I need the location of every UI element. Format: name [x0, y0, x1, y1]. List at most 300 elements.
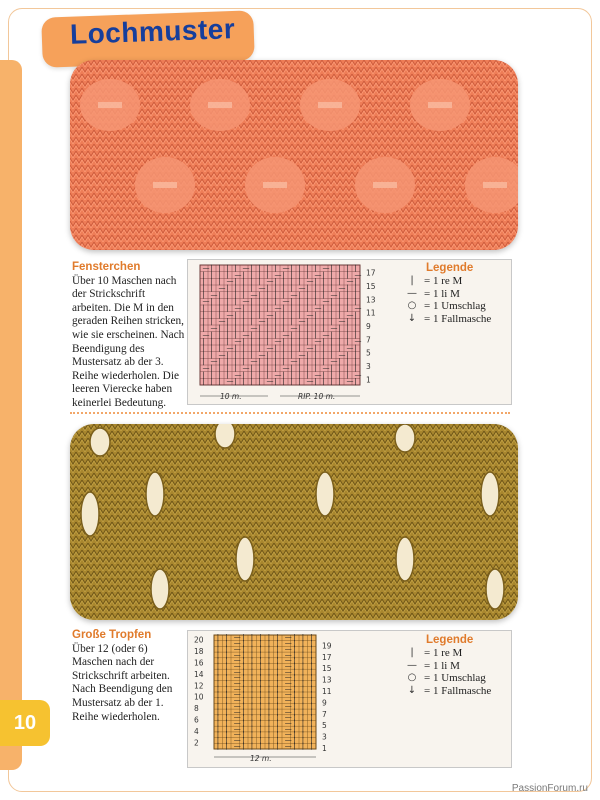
stitch-mark: | [242, 707, 245, 716]
stitch-mark: — [266, 277, 274, 286]
stitch-mark: | [301, 730, 305, 739]
stitch-mark: | [234, 310, 237, 319]
stitch-mark: | [330, 277, 333, 286]
stitch-mark: | [282, 337, 285, 346]
stitch-mark: | [346, 350, 349, 359]
stitch-mark: | [322, 344, 325, 353]
stitch-mark: | [225, 639, 228, 648]
stitch-mark: | [293, 656, 296, 665]
stitch-mark: | [290, 370, 293, 379]
stitch-mark: | [282, 290, 285, 299]
stitch-mark: — [282, 297, 290, 306]
stitch-mark: | [225, 650, 228, 659]
swatch-photo-fensterchen [70, 60, 518, 250]
stitch-mark: | [259, 730, 262, 739]
stitch-mark: | [266, 270, 269, 279]
pattern-heading: Fensterchen [72, 261, 141, 273]
stitch-mark: | [242, 304, 245, 313]
legend-row: | = 1 re M [400, 275, 491, 288]
stitch-mark: | [258, 277, 261, 286]
stitch-mark: | [258, 357, 261, 366]
stitch-mark: | [290, 337, 293, 346]
stitch-mark: | [234, 344, 237, 353]
stitch-mark: | [310, 702, 313, 711]
stitch-mark: | [250, 633, 254, 642]
stitch-mark: | [250, 317, 253, 326]
stitch-mark: — [218, 317, 226, 326]
stitch-mark: | [298, 324, 301, 333]
stitch-mark: — [284, 673, 292, 682]
stitch-mark: — [322, 297, 330, 306]
stitch-mark: — [282, 330, 290, 339]
stitch-mark: — [233, 730, 241, 739]
stitch-mark: | [218, 357, 221, 366]
stitch-mark: | [314, 317, 317, 326]
stitch-mark: — [354, 337, 362, 346]
stitch-mark: | [276, 650, 279, 659]
stitch-mark: | [354, 344, 357, 353]
stitch-mark: | [306, 350, 309, 359]
stitch-mark: | [226, 350, 229, 359]
row-label: 11 [366, 308, 376, 318]
stitch-mark: | [250, 736, 254, 745]
fensterchen-text [72, 261, 187, 411]
stitch-mark: | [210, 364, 213, 373]
stitch-mark: | [234, 277, 237, 286]
stitch-mark: | [234, 317, 237, 326]
stitch-mark: | [250, 719, 254, 728]
stitch-mark: | [354, 310, 357, 319]
stitch-mark: | [310, 667, 313, 676]
stitch-mark: | [216, 656, 220, 665]
stitch-mark: | [250, 656, 254, 665]
stitch-mark: | [310, 696, 313, 705]
stitch-mark: — [284, 702, 292, 711]
stitch-mark: — [233, 633, 241, 642]
stitch-mark: | [216, 690, 220, 699]
stitch-mark: — [233, 707, 241, 716]
stitch-mark: | [218, 310, 221, 319]
stitch-mark: | [259, 639, 262, 648]
stitch-mark: — [233, 645, 241, 654]
stitch-mark: | [346, 330, 349, 339]
stitch-mark: | [298, 344, 301, 353]
stitch-mark: | [202, 284, 205, 293]
stitch-mark: | [218, 377, 221, 386]
stitch-mark: — [284, 679, 292, 688]
stitch-mark: | [282, 344, 285, 353]
stitch-mark: | [225, 707, 228, 716]
stitch-mark: | [267, 685, 271, 693]
stitch-mark: | [266, 357, 269, 366]
stitch-mark: | [216, 650, 220, 659]
stitch-mark: | [293, 724, 296, 733]
stitch-mark: | [258, 364, 261, 373]
row-label: 8 [194, 704, 199, 714]
stitch-mark: | [242, 317, 245, 326]
stitch-mark: | [276, 639, 279, 648]
stitch-mark: | [250, 330, 253, 339]
stitch-mark: | [276, 685, 279, 693]
stitch-mark: | [216, 633, 220, 642]
stitch-mark: | [242, 645, 245, 654]
stitch-mark: | [210, 264, 213, 273]
stitch-mark: | [216, 730, 220, 739]
stitch-mark: — [234, 270, 242, 279]
stitch-mark: | [346, 337, 349, 346]
stitch-mark: | [338, 337, 341, 346]
stitch-mark: | [276, 707, 279, 716]
stitch-mark: | [242, 337, 245, 346]
stitch-mark: | [330, 330, 333, 339]
stitch-mark: | [282, 317, 285, 326]
stitch-mark: | [293, 662, 296, 671]
stitch-mark: | [259, 696, 262, 705]
stitch-mark: — [233, 690, 241, 699]
stitch-mark: | [354, 324, 357, 333]
stitch-mark: | [242, 344, 245, 353]
stitch-mark: | [346, 324, 349, 333]
stitch-mark: | [267, 707, 271, 716]
stitch-mark: | [306, 264, 309, 273]
stitch-mark: | [216, 696, 220, 705]
chart-footer: 12 m. [250, 754, 272, 763]
stitch-mark: | [354, 290, 357, 299]
stitch-mark: — [233, 650, 241, 659]
stitch-mark: | [310, 736, 313, 745]
stitch-mark: | [266, 317, 269, 326]
stitch-mark: | [282, 277, 285, 286]
purl-stitch-icon: — [407, 287, 417, 299]
stitch-mark: | [290, 330, 293, 339]
page-number: 10 [0, 700, 50, 746]
stitch-mark: | [259, 633, 262, 642]
stitch-mark: — [330, 290, 338, 299]
stitch-mark: | [210, 377, 213, 386]
stitch-mark: | [266, 364, 269, 373]
stitch-mark: — [233, 662, 241, 671]
stitch-mark: — [274, 337, 282, 346]
stitch-mark: | [282, 270, 285, 279]
stitch-mark: | [282, 304, 285, 313]
row-label: 5 [322, 721, 327, 731]
purl-stitch-icon: — [407, 659, 417, 671]
stitch-mark: | [314, 264, 317, 273]
row-label: 19 [322, 641, 332, 651]
stitch-mark: | [225, 730, 228, 739]
stitch-mark: — [284, 656, 292, 665]
stitch-mark: | [298, 364, 301, 373]
stitch-mark: | [306, 284, 309, 293]
stitch-mark: | [266, 290, 269, 299]
stitch-mark: | [293, 707, 296, 716]
stitch-mark: — [314, 337, 322, 346]
stitch-mark: | [338, 330, 341, 339]
stitch-mark: | [242, 284, 245, 293]
stitch-mark: | [259, 724, 262, 733]
stitch-mark: | [250, 639, 254, 648]
row-label: 7 [366, 335, 371, 345]
stitch-mark: | [338, 324, 341, 333]
stitch-mark: | [330, 317, 333, 326]
stitch-mark: — [354, 304, 362, 313]
stitch-mark: | [266, 370, 269, 379]
stitch-mark: | [301, 719, 305, 728]
stitch-mark: | [218, 270, 221, 279]
stitch-mark: | [259, 690, 262, 699]
stitch-mark: — [210, 357, 218, 366]
stitch-mark: | [306, 357, 309, 366]
stitch-mark: — [346, 310, 354, 319]
legend-fensterchen [400, 262, 491, 325]
stitch-mark: | [226, 357, 229, 366]
left-color-bar [0, 60, 22, 770]
stitch-mark: | [267, 742, 271, 750]
stitch-mark: | [225, 656, 228, 665]
stitch-mark: | [282, 377, 285, 386]
stitch-mark: | [250, 679, 254, 688]
stitch-mark: | [242, 650, 245, 659]
stitch-mark: | [276, 742, 279, 750]
stitch-mark: | [266, 337, 269, 346]
stitch-mark: — [242, 364, 250, 373]
stitch-mark: | [226, 304, 229, 313]
row-label: 13 [322, 675, 332, 685]
stitch-mark: | [267, 633, 271, 642]
stitch-mark: | [301, 724, 305, 733]
stitch-mark: | [310, 650, 313, 659]
stitch-mark: | [310, 662, 313, 671]
stitch-mark: | [301, 679, 305, 688]
stitch-mark: | [282, 370, 285, 379]
stitch-mark: — [202, 364, 210, 373]
knit-stitch-icon: | [410, 647, 414, 658]
stitch-mark: | [276, 667, 279, 676]
yarn-over-icon: ○ [407, 300, 417, 312]
stitch-mark: | [290, 344, 293, 353]
stitch-mark: | [250, 730, 254, 739]
stitch-mark: | [276, 662, 279, 671]
stitch-mark: | [274, 350, 277, 359]
stitch-mark: | [267, 662, 271, 671]
stitch-mark: | [258, 337, 261, 346]
stitch-mark: — [284, 633, 292, 642]
stitch-mark: — [210, 290, 218, 299]
stitch-mark: | [267, 639, 271, 648]
stitch-mark: | [290, 297, 293, 306]
stitch-mark: | [250, 724, 254, 733]
stitch-mark: | [267, 673, 271, 682]
stitch-mark: | [226, 290, 229, 299]
stitch-mark: | [322, 370, 325, 379]
stitch-mark: | [242, 713, 245, 722]
stitch-mark: — [233, 673, 241, 682]
stitch-mark: | [225, 667, 228, 676]
stitch-mark: | [346, 357, 349, 366]
stitch-mark: | [242, 310, 245, 319]
stitch-mark: — [314, 304, 322, 313]
stitch-mark: | [218, 277, 221, 286]
stitch-mark: — [314, 370, 322, 379]
stitch-mark: | [267, 679, 271, 688]
stitch-mark: — [284, 719, 292, 728]
section-divider [70, 412, 510, 414]
stitch-mark: | [202, 324, 205, 333]
stitch-mark: | [293, 673, 296, 682]
stitch-mark: — [226, 310, 234, 319]
stitch-mark: | [225, 724, 228, 733]
stitch-mark: — [284, 662, 292, 671]
stitch-mark: | [242, 370, 245, 379]
stitch-mark: | [202, 290, 205, 299]
stitch-mark: — [284, 730, 292, 739]
stitch-mark: | [266, 297, 269, 306]
stitch-mark: — [218, 284, 226, 293]
row-label: 7 [322, 709, 327, 719]
stitch-mark: | [210, 350, 213, 359]
stitch-mark: | [306, 337, 309, 346]
stitch-mark: | [250, 310, 253, 319]
stitch-mark: | [242, 702, 245, 711]
stitch-mark: | [298, 357, 301, 366]
stitch-mark: — [298, 317, 306, 326]
stitch-mark: | [346, 317, 349, 326]
stitch-mark: | [216, 662, 220, 671]
stitch-mark: | [293, 639, 296, 648]
stitch-mark: | [234, 324, 237, 333]
pattern-description: Über 10 Maschen nach der Strickschrift arbeiten. Die M in den geraden Reihen stricken, wie sie erscheinen. Nach Beendigung des Mustersatz ab der 3. Reihe wiederholen. Die leeren Vierecke haben keinerlei Bedeutung. [72, 274, 185, 409]
grosse-tropfen-text [72, 629, 187, 724]
stitch-mark: | [250, 377, 253, 386]
stitch-mark: | [301, 656, 305, 665]
stitch-mark: | [314, 284, 317, 293]
page-title: Lochmuster [69, 13, 236, 50]
stitch-mark: | [276, 702, 279, 711]
stitch-mark: — [322, 330, 330, 339]
stitch-mark: | [266, 324, 269, 333]
stitch-mark: | [293, 650, 296, 659]
stitch-mark: | [338, 270, 341, 279]
stitch-mark: | [259, 645, 262, 654]
stitch-mark: — [233, 742, 241, 750]
stitch-mark: | [218, 370, 221, 379]
stitch-mark: | [250, 667, 254, 676]
stitch-mark: | [216, 719, 220, 728]
stitch-mark: | [210, 277, 213, 286]
stitch-mark: | [250, 270, 253, 279]
stitch-mark: | [250, 350, 253, 359]
stitch-mark: — [354, 370, 362, 379]
stitch-mark: | [259, 736, 262, 745]
stitch-mark: | [234, 357, 237, 366]
stitch-mark: | [242, 696, 245, 705]
stitch-mark: | [322, 357, 325, 366]
stitch-mark: | [290, 284, 293, 293]
row-label: 4 [194, 726, 199, 736]
stitch-mark: | [298, 377, 301, 386]
stitch-mark: — [233, 713, 241, 722]
stitch-mark: | [226, 270, 229, 279]
row-label: 17 [366, 268, 376, 278]
stitch-mark: | [242, 724, 245, 733]
stitch-mark: | [225, 645, 228, 654]
stitch-mark: | [293, 696, 296, 705]
stitch-mark: | [293, 685, 296, 693]
stitch-mark: | [301, 696, 305, 705]
stitch-mark: | [322, 310, 325, 319]
stitch-mark: | [216, 685, 220, 693]
stitch-mark: | [225, 736, 228, 745]
stitch-mark: | [258, 377, 261, 386]
stitch-mark: | [259, 650, 262, 659]
stitch-mark: — [330, 357, 338, 366]
stitch-mark: | [250, 742, 254, 750]
row-label: 10 [194, 692, 204, 702]
row-label: 15 [322, 664, 332, 674]
stitch-mark: | [301, 650, 305, 659]
legend-heading: Legende [426, 634, 474, 646]
legend-row: ○ = 1 Umschlag [400, 300, 491, 313]
stitch-mark: — [284, 645, 292, 654]
stitch-mark: | [274, 317, 277, 326]
stitch-mark: | [242, 357, 245, 366]
stitch-mark: | [290, 310, 293, 319]
stitch-mark: — [226, 344, 234, 353]
stitch-mark: | [338, 297, 341, 306]
stitch-mark: | [242, 662, 245, 671]
stitch-mark: | [293, 690, 296, 699]
row-label: 20 [194, 635, 204, 645]
stitch-mark: | [314, 344, 317, 353]
stitch-mark: — [233, 702, 241, 711]
stitch-mark: — [202, 330, 210, 339]
stitch-mark: | [282, 310, 285, 319]
stitch-mark: | [354, 264, 357, 273]
stitch-mark: | [293, 713, 296, 722]
row-label: 16 [194, 658, 204, 668]
stitch-mark: | [225, 742, 228, 750]
stitch-mark: | [322, 270, 325, 279]
stitch-mark: | [225, 673, 228, 682]
stitch-mark: — [284, 724, 292, 733]
stitch-mark: — [346, 377, 354, 386]
stitch-mark: — [250, 290, 258, 299]
stitch-mark: | [298, 290, 301, 299]
stitch-mark: | [242, 277, 245, 286]
row-label: 18 [194, 647, 204, 657]
stitch-mark: | [310, 707, 313, 716]
stitch-mark: | [226, 364, 229, 373]
stitch-mark: — [258, 350, 266, 359]
stitch-mark: — [298, 284, 306, 293]
stitch-mark: — [330, 324, 338, 333]
stitch-mark: | [216, 679, 220, 688]
stitch-mark: | [322, 350, 325, 359]
stitch-mark: | [266, 284, 269, 293]
stitch-mark: | [293, 667, 296, 676]
stitch-mark: | [301, 633, 305, 642]
stitch-mark: | [306, 324, 309, 333]
stitch-mark: | [234, 297, 237, 306]
stitch-mark: | [276, 696, 279, 705]
stitch-mark: | [306, 364, 309, 373]
stitch-mark: — [284, 742, 292, 750]
stitch-mark: | [354, 350, 357, 359]
stitch-mark: | [293, 702, 296, 711]
stitch-mark: | [293, 679, 296, 688]
stitch-mark: | [250, 662, 254, 671]
legend-row: ↓ = 1 Fallmasche [400, 313, 491, 326]
